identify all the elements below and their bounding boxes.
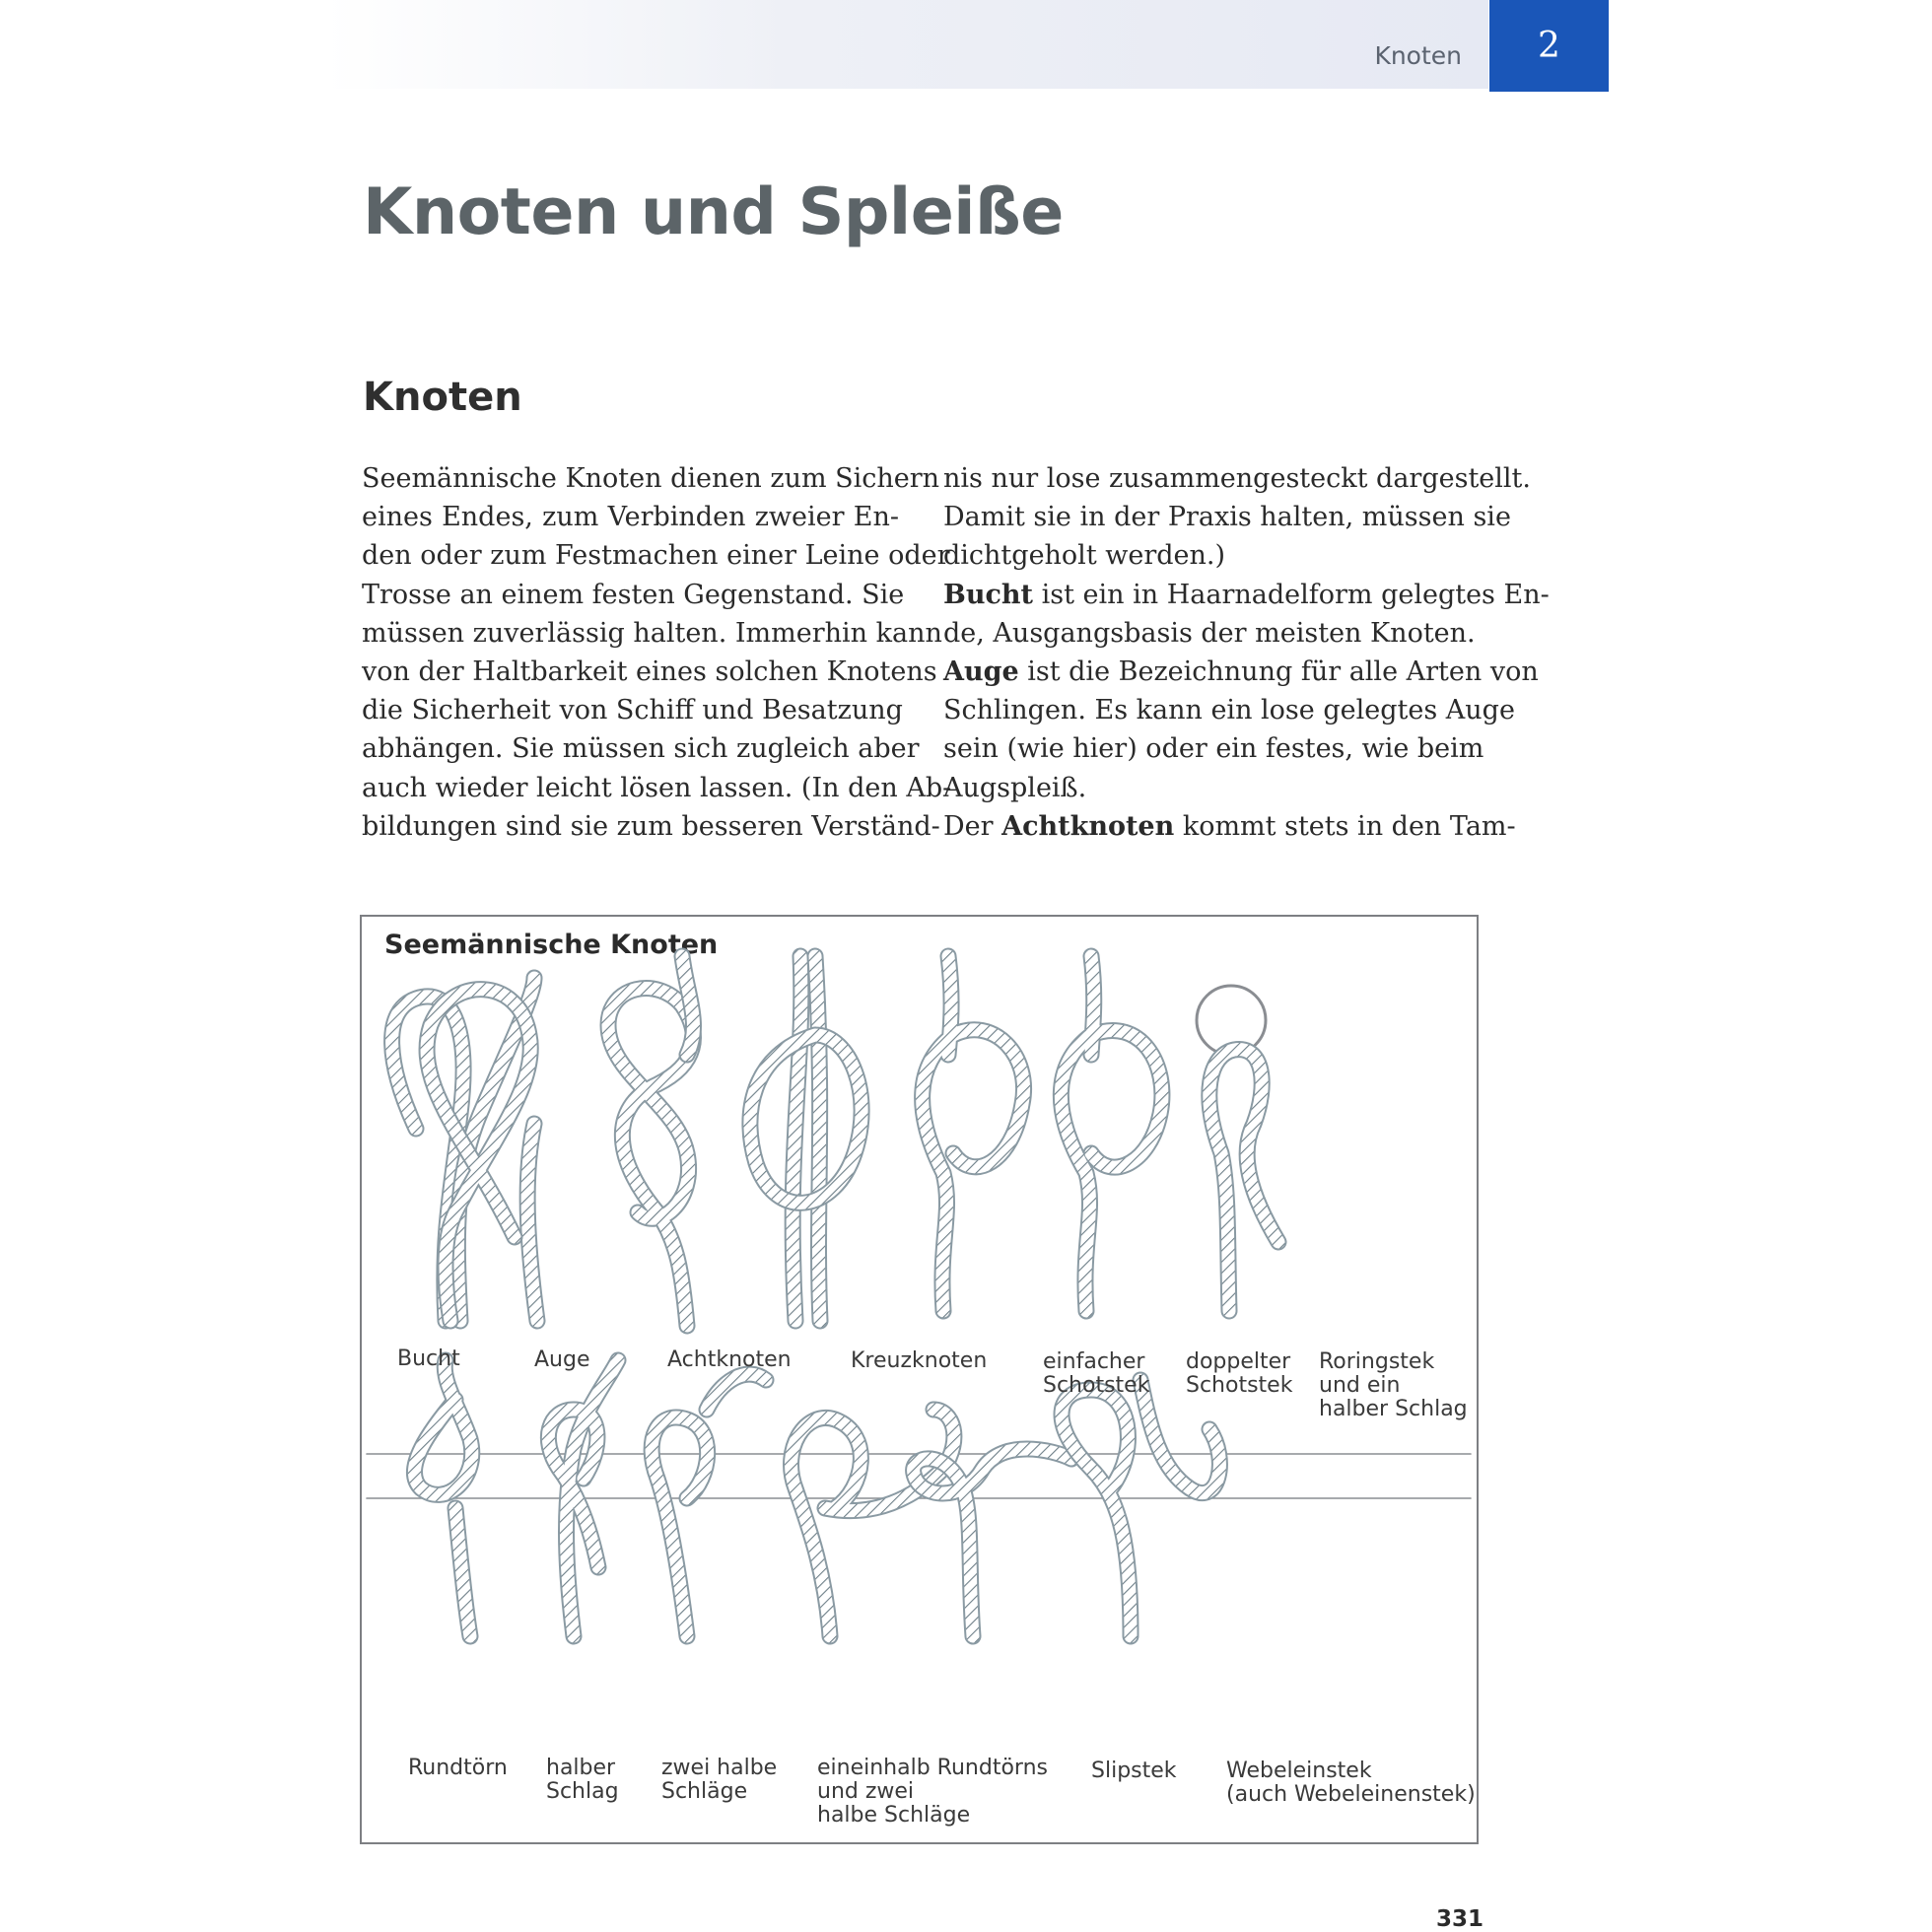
text-line: Augspleiß. <box>943 772 1087 803</box>
label-line: Schlag <box>546 1779 619 1804</box>
section-heading: Knoten <box>363 375 522 420</box>
running-header: Knoten <box>1374 41 1462 70</box>
rope-einfacher-schotstek <box>923 956 1024 1311</box>
label-line: Slipstek <box>1091 1759 1177 1783</box>
rope-kreuzknoten-stems <box>793 956 820 1321</box>
label-line: halber Schlag <box>1319 1397 1468 1421</box>
text-fragment: ist ein in Haarnadelform gelegtes En- <box>1033 579 1550 610</box>
label-einfacher-schotstek <box>1043 1350 1149 1398</box>
label-line: halber <box>546 1756 616 1780</box>
label-line: Rundtörn <box>408 1756 508 1780</box>
rope-doppelter-schotstek <box>1061 956 1162 1311</box>
header-band <box>325 0 1488 89</box>
label-webeleinstek <box>1226 1760 1476 1807</box>
rope-zwei-halbe-schlaege <box>652 1374 766 1636</box>
figure-title: Seemännische Knoten <box>384 930 719 960</box>
label-line: Achtknoten <box>667 1347 792 1372</box>
text-line: bildungen sind sie zum besseren Verständ- <box>362 810 940 842</box>
left-text-column <box>362 459 952 846</box>
text-line: die Sicherheit von Schiff und Besatzung <box>362 695 903 726</box>
text-line <box>943 807 1516 846</box>
term-bucht: Bucht <box>943 579 1033 610</box>
text-line <box>943 653 1539 691</box>
label-doppelter-schotstek <box>1186 1350 1292 1398</box>
label-slipstek <box>1091 1760 1177 1783</box>
label-line: Auge <box>534 1347 590 1372</box>
label-bucht <box>397 1347 460 1371</box>
text-fragment: ist die Bezeichnung für alle Arten von <box>1018 656 1539 688</box>
label-roringstek <box>1319 1350 1468 1421</box>
label-line: halbe Schläge <box>817 1803 971 1828</box>
rope-achtknoten-top <box>682 956 693 1055</box>
text-line: Schlingen. Es kann ein lose gelegtes Auge <box>943 695 1515 726</box>
text-line: Trosse an einem festen Gegenstand. Sie <box>362 579 905 610</box>
term-achtknoten: Achtknoten <box>1001 810 1175 842</box>
text-line: sein (wie hier) oder ein festes, wie beim <box>943 733 1484 765</box>
text-line: den oder zum Festmachen einer Leine oder <box>362 540 950 572</box>
text-line: de, Ausgangsbasis der meisten Knoten. <box>943 617 1476 649</box>
label-auge <box>534 1348 590 1372</box>
label-line: Bucht <box>397 1346 460 1371</box>
text-line <box>943 576 1550 614</box>
label-line: und ein <box>1319 1373 1401 1398</box>
chapter-number-badge: 2 <box>1489 0 1609 92</box>
label-line: Schotstek <box>1043 1373 1150 1398</box>
label-line: zwei halbe <box>661 1756 778 1780</box>
text-fragment: Der <box>943 810 1002 842</box>
text-line: abhängen. Sie müssen sich zugleich aber <box>362 733 920 765</box>
label-rundtoern <box>408 1757 508 1780</box>
term-auge: Auge <box>943 656 1019 688</box>
label-line: Kreuzknoten <box>851 1348 988 1373</box>
text-fragment: kommt stets in den Tam- <box>1174 810 1516 842</box>
rope-roringstek <box>1209 1050 1278 1311</box>
label-line: einfacher <box>1043 1349 1145 1374</box>
label-halber-schlag <box>546 1757 619 1804</box>
label-eineinhalb-rundtoerns <box>817 1757 1048 1828</box>
label-line: doppelter <box>1186 1349 1291 1374</box>
text-line: Seemännische Knoten dienen zum Sichern <box>362 463 940 494</box>
label-line: (auch Webeleinenstek) <box>1226 1782 1476 1807</box>
knot-illustrations <box>362 917 1477 1842</box>
text-line: eines Endes, zum Verbinden zweier En- <box>362 502 899 533</box>
text-line: nis nur lose zusammengesteckt dargestellt. <box>943 463 1531 494</box>
text-line: auch wieder leicht lösen lassen. (In den Ab- <box>362 772 952 803</box>
label-achtknoten <box>667 1348 792 1372</box>
text-line: Damit sie in der Praxis halten, müssen sie <box>943 502 1511 533</box>
rope-webeleinstek <box>1062 1380 1219 1636</box>
right-text-column <box>943 459 1550 846</box>
page-number: 331 <box>1436 1906 1484 1932</box>
label-line: und zwei <box>817 1779 915 1804</box>
label-line: Webeleinstek <box>1226 1759 1372 1783</box>
rope-achtknoten <box>608 989 693 1326</box>
text-line: dichtgeholt werden.) <box>943 540 1226 572</box>
page-title: Knoten und Spleiße <box>363 175 1064 249</box>
label-zwei-halbe-schlaege <box>661 1757 777 1804</box>
label-line: Roringstek <box>1319 1349 1435 1374</box>
text-line: müssen zuverlässig halten. Immerhin kann <box>362 617 942 649</box>
text-line: von der Haltbarkeit eines solchen Knotens <box>362 656 937 688</box>
label-line: Schläge <box>661 1779 748 1804</box>
label-kreuzknoten <box>851 1349 987 1373</box>
rope-eineinhalb-rundtoerns <box>792 1410 954 1636</box>
label-line: eineinhalb Rundtörns <box>817 1756 1048 1780</box>
label-line: Schotstek <box>1186 1373 1293 1398</box>
